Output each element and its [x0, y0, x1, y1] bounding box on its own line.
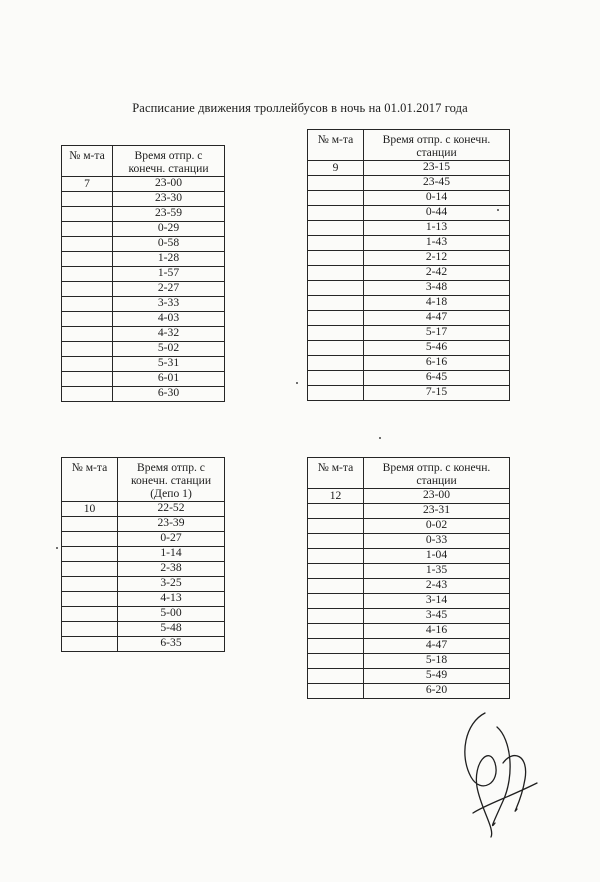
- handwritten-signature: [455, 705, 540, 845]
- table-row: [62, 327, 225, 342]
- table-row: [62, 622, 225, 637]
- table-header-row: [308, 130, 510, 161]
- departure-time-cell: 1-35: [364, 564, 510, 579]
- table-row: [308, 386, 510, 401]
- table-row: [62, 532, 225, 547]
- table-row: [62, 342, 225, 357]
- departure-time-cell: 6-45: [364, 371, 510, 386]
- time-column-header: Время отпр. с конечн. станции: [364, 458, 510, 489]
- table-row: [308, 639, 510, 654]
- route-number-cell: [62, 342, 113, 357]
- departure-time-cell: 5-46: [364, 341, 510, 356]
- table-row: [62, 192, 225, 207]
- route-column-header: № м-та: [308, 130, 364, 161]
- route-number-cell: [62, 607, 118, 622]
- table-row: [308, 266, 510, 281]
- route-number-cell: 10: [62, 502, 118, 517]
- route-number-cell: [308, 191, 364, 206]
- table-row: [308, 564, 510, 579]
- route-number-cell: [308, 594, 364, 609]
- departure-time-cell: 0-29: [113, 222, 225, 237]
- route-number-cell: [308, 311, 364, 326]
- table-row: [308, 161, 510, 176]
- departure-time-cell: 4-47: [364, 639, 510, 654]
- table-row: [308, 504, 510, 519]
- scan-speck: [379, 437, 381, 439]
- route-number-cell: [308, 609, 364, 624]
- scan-speck: [56, 547, 58, 549]
- route-number-cell: [308, 296, 364, 311]
- route-number-cell: [62, 547, 118, 562]
- departure-time-cell: 1-57: [113, 267, 225, 282]
- route-number-cell: [308, 504, 364, 519]
- route-number-cell: [308, 221, 364, 236]
- scan-speck: [296, 382, 298, 384]
- table-row: [308, 594, 510, 609]
- departure-time-cell: 0-27: [118, 532, 225, 547]
- route-number-cell: 12: [308, 489, 364, 504]
- route-number-cell: [62, 532, 118, 547]
- route-number-cell: [308, 371, 364, 386]
- table-row: [308, 176, 510, 191]
- departure-time-cell: 5-48: [118, 622, 225, 637]
- route-number-cell: [308, 684, 364, 699]
- table-row: [62, 237, 225, 252]
- departure-time-cell: 6-35: [118, 637, 225, 652]
- route-number-cell: [62, 252, 113, 267]
- route-number-cell: [308, 341, 364, 356]
- table-row: [62, 577, 225, 592]
- route-number-cell: [62, 207, 113, 222]
- route-number-cell: [308, 266, 364, 281]
- table-row: [62, 372, 225, 387]
- departure-time-cell: 2-42: [364, 266, 510, 281]
- departure-time-cell: 5-31: [113, 357, 225, 372]
- route-number-cell: [308, 639, 364, 654]
- route-number-cell: [62, 282, 113, 297]
- route-number-cell: [308, 519, 364, 534]
- table-row: [62, 222, 225, 237]
- route-number-cell: [62, 312, 113, 327]
- table-row: [308, 669, 510, 684]
- departure-time-cell: 5-49: [364, 669, 510, 684]
- table-row: [308, 371, 510, 386]
- departure-time-cell: 23-15: [364, 161, 510, 176]
- table-header-row: [62, 146, 225, 177]
- table-row: [308, 281, 510, 296]
- departure-time-cell: 4-32: [113, 327, 225, 342]
- table-row: [308, 221, 510, 236]
- departure-time-cell: 0-14: [364, 191, 510, 206]
- time-column-header: Время отпр. с конечн. станции: [364, 130, 510, 161]
- departure-time-cell: 5-00: [118, 607, 225, 622]
- departure-time-cell: 6-20: [364, 684, 510, 699]
- departure-time-cell: 6-01: [113, 372, 225, 387]
- departure-time-cell: 23-30: [113, 192, 225, 207]
- table-row: [308, 206, 510, 221]
- route-number-cell: [308, 251, 364, 266]
- table-row: [308, 534, 510, 549]
- departure-time-cell: 3-33: [113, 297, 225, 312]
- route-number-cell: [62, 562, 118, 577]
- departure-time-cell: 5-18: [364, 654, 510, 669]
- departure-time-cell: 1-43: [364, 236, 510, 251]
- route-number-cell: [308, 236, 364, 251]
- table-row: [308, 549, 510, 564]
- departure-time-cell: 23-59: [113, 207, 225, 222]
- schedule-table-route-10: [61, 457, 225, 652]
- route-number-cell: [308, 176, 364, 191]
- route-number-cell: [308, 281, 364, 296]
- table-row: [308, 326, 510, 341]
- table-row: [308, 191, 510, 206]
- departure-time-cell: 6-16: [364, 356, 510, 371]
- departure-time-cell: 3-48: [364, 281, 510, 296]
- route-column-header: № м-та: [308, 458, 364, 489]
- departure-time-cell: 22-52: [118, 502, 225, 517]
- departure-time-cell: 23-00: [113, 177, 225, 192]
- table-row: [62, 357, 225, 372]
- route-number-cell: [308, 386, 364, 401]
- table-row: [62, 177, 225, 192]
- route-number-cell: [62, 387, 113, 402]
- departure-time-cell: 6-30: [113, 387, 225, 402]
- route-number-cell: [308, 624, 364, 639]
- route-number-cell: [62, 372, 113, 387]
- table-row: [62, 252, 225, 267]
- table-row: [62, 267, 225, 282]
- departure-time-cell: 7-15: [364, 386, 510, 401]
- table-row: [62, 282, 225, 297]
- departure-time-cell: 2-27: [113, 282, 225, 297]
- route-column-header: № м-та: [62, 458, 118, 502]
- table-row: [62, 607, 225, 622]
- route-number-cell: 9: [308, 161, 364, 176]
- time-column-header: Время отпр. с конечн. станции: [113, 146, 225, 177]
- departure-time-cell: 0-58: [113, 237, 225, 252]
- departure-time-cell: 23-39: [118, 517, 225, 532]
- route-number-cell: [308, 579, 364, 594]
- table-header-row: [308, 458, 510, 489]
- table-row: [308, 296, 510, 311]
- departure-time-cell: 23-45: [364, 176, 510, 191]
- table-row: [62, 562, 225, 577]
- table-row: [62, 547, 225, 562]
- table-row: [308, 654, 510, 669]
- table-row: [62, 592, 225, 607]
- departure-time-cell: 5-17: [364, 326, 510, 341]
- table-row: [308, 356, 510, 371]
- departure-time-cell: 2-12: [364, 251, 510, 266]
- route-number-cell: [62, 192, 113, 207]
- table-row: [62, 312, 225, 327]
- time-column-header: Время отпр. с конечн. станции (Депо 1): [118, 458, 225, 502]
- route-number-cell: [308, 564, 364, 579]
- table-row: [308, 579, 510, 594]
- departure-time-cell: 4-18: [364, 296, 510, 311]
- route-number-cell: [308, 654, 364, 669]
- table-header-row: [62, 458, 225, 502]
- departure-time-cell: 1-04: [364, 549, 510, 564]
- route-number-cell: [62, 297, 113, 312]
- table-row: [62, 207, 225, 222]
- departure-time-cell: 23-00: [364, 489, 510, 504]
- table-row: [308, 684, 510, 699]
- route-column-header: № м-та: [62, 146, 113, 177]
- route-number-cell: [308, 534, 364, 549]
- departure-time-cell: 0-02: [364, 519, 510, 534]
- departure-time-cell: 1-13: [364, 221, 510, 236]
- route-number-cell: [62, 577, 118, 592]
- departure-time-cell: 1-14: [118, 547, 225, 562]
- table-row: [308, 519, 510, 534]
- departure-time-cell: 0-33: [364, 534, 510, 549]
- departure-time-cell: 4-47: [364, 311, 510, 326]
- table-row: [308, 609, 510, 624]
- schedule-table-route-12: [307, 457, 510, 699]
- route-number-cell: [62, 327, 113, 342]
- departure-time-cell: 3-25: [118, 577, 225, 592]
- route-number-cell: [308, 326, 364, 341]
- departure-time-cell: 23-31: [364, 504, 510, 519]
- route-number-cell: [62, 637, 118, 652]
- table-row: [308, 236, 510, 251]
- departure-time-cell: 0-44: [364, 206, 510, 221]
- schedule-table-route-9: [307, 129, 510, 401]
- table-row: [62, 502, 225, 517]
- route-number-cell: [62, 357, 113, 372]
- departure-time-cell: 2-43: [364, 579, 510, 594]
- table-row: [308, 489, 510, 504]
- route-number-cell: [62, 222, 113, 237]
- table-row: [308, 624, 510, 639]
- departure-time-cell: 4-13: [118, 592, 225, 607]
- route-number-cell: 7: [62, 177, 113, 192]
- route-number-cell: [62, 622, 118, 637]
- route-number-cell: [308, 669, 364, 684]
- route-number-cell: [308, 549, 364, 564]
- departure-time-cell: 2-38: [118, 562, 225, 577]
- table-row: [62, 387, 225, 402]
- route-number-cell: [62, 517, 118, 532]
- route-number-cell: [62, 237, 113, 252]
- departure-time-cell: 4-16: [364, 624, 510, 639]
- schedule-table-route-7: [61, 145, 225, 402]
- table-row: [62, 517, 225, 532]
- route-number-cell: [308, 356, 364, 371]
- departure-time-cell: 4-03: [113, 312, 225, 327]
- scan-speck: [497, 209, 499, 211]
- table-row: [308, 341, 510, 356]
- table-row: [62, 297, 225, 312]
- table-row: [308, 311, 510, 326]
- table-row: [308, 251, 510, 266]
- route-number-cell: [62, 592, 118, 607]
- departure-time-cell: 5-02: [113, 342, 225, 357]
- departure-time-cell: 3-45: [364, 609, 510, 624]
- departure-time-cell: 3-14: [364, 594, 510, 609]
- departure-time-cell: 1-28: [113, 252, 225, 267]
- route-number-cell: [308, 206, 364, 221]
- table-row: [62, 637, 225, 652]
- route-number-cell: [62, 267, 113, 282]
- document-title: Расписание движения троллейбусов в ночь на 01.01.2017 года: [132, 101, 468, 115]
